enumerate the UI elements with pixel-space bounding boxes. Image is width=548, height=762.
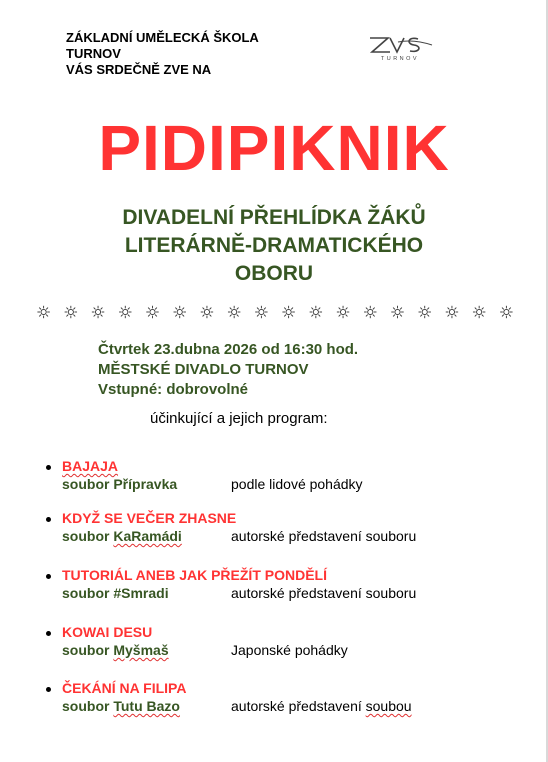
sun-star-icon xyxy=(37,306,49,318)
sun-star-icon xyxy=(201,306,213,318)
sun-star-icon xyxy=(446,306,458,318)
item-title: TUTORIÁL ANEB JAK PŘEŽÍT PONDĚLÍ xyxy=(62,567,327,583)
sun-star-icon xyxy=(119,306,131,318)
event-info xyxy=(98,340,358,400)
item-group xyxy=(62,642,169,658)
group-prefix: soubor xyxy=(62,585,114,601)
item-title: BAJAJA xyxy=(62,458,119,474)
item-description-text: autorské představení soubou xyxy=(231,698,412,714)
group-prefix: soubor xyxy=(62,528,114,544)
subtitle xyxy=(0,204,548,288)
bullet-icon xyxy=(46,687,51,692)
item-title: KOWAI DESU xyxy=(62,624,153,640)
program-item xyxy=(46,510,526,550)
invitation-line: VÁS SRDEČNĚ ZVE NA xyxy=(66,62,212,77)
zus-logo xyxy=(364,32,436,62)
subtitle-line2: LITERÁRNĚ-DRAMATICKÉHO xyxy=(124,234,424,257)
item-group xyxy=(62,476,177,492)
sun-star-icon xyxy=(146,306,158,318)
item-title: ČEKÁNÍ NA FILIPA xyxy=(62,680,187,696)
logo-caption: TURNOV xyxy=(380,56,420,62)
group-prefix: soubor xyxy=(62,476,114,492)
sun-star-icon xyxy=(228,306,240,318)
bullet-icon xyxy=(46,517,51,522)
sun-star-icon xyxy=(174,306,186,318)
group-name: Tutu Bazo xyxy=(113,698,180,714)
group-name: #Smradi xyxy=(113,585,169,601)
bullet-icon xyxy=(46,465,51,470)
item-description: Japonské pohádky xyxy=(231,642,348,658)
sun-star-icon xyxy=(419,306,431,318)
sun-star-icon xyxy=(500,306,512,318)
item-group xyxy=(62,528,182,544)
item-description: autorské představení souboru xyxy=(231,528,417,544)
sun-star-icon xyxy=(337,306,349,318)
sun-star-icon xyxy=(92,306,104,318)
bullet-icon xyxy=(46,574,51,579)
program-item xyxy=(46,680,526,720)
school-name-line2: TURNOV xyxy=(66,46,121,61)
misspelled-word: soubou xyxy=(365,698,412,714)
group-prefix: soubor xyxy=(62,698,114,714)
group-name: Myšmaš xyxy=(113,642,169,658)
group-name: Přípravka xyxy=(113,476,178,492)
sun-star-icon xyxy=(282,306,294,318)
group-name: KaRamádi xyxy=(113,528,182,544)
event-admission: Vstupné: dobrovolné xyxy=(98,381,248,398)
sun-star-icon xyxy=(255,306,267,318)
main-title: PIDIPIKNIK xyxy=(98,112,450,184)
group-prefix: soubor xyxy=(62,642,114,658)
star-divider xyxy=(30,302,520,322)
item-description xyxy=(231,698,412,714)
subtitle-line1: DIVADELNÍ PŘEHLÍDKA ŽÁKŮ xyxy=(122,206,426,229)
item-description: podle lidové pohádky xyxy=(231,476,363,492)
event-date: Čtvrtek 23.dubna 2026 od 16:30 hod. xyxy=(98,341,359,358)
item-title: KDYŽ SE VEČER ZHASNE xyxy=(62,510,237,526)
sun-star-icon xyxy=(473,306,485,318)
event-venue: MĚSTSKÉ DIVADLO TURNOV xyxy=(98,361,309,378)
item-group xyxy=(62,585,169,601)
program-heading: účinkující a jejich program: xyxy=(150,410,328,427)
program-item xyxy=(46,567,526,607)
item-group xyxy=(62,698,180,714)
subtitle-line3: OBORU xyxy=(234,262,314,285)
school-header xyxy=(66,30,259,78)
item-description: autorské představení souboru xyxy=(231,585,417,601)
sun-star-icon xyxy=(310,306,322,318)
sun-star-icon xyxy=(391,306,403,318)
bullet-icon xyxy=(46,631,51,636)
sun-star-icon xyxy=(364,306,376,318)
school-name-line1: ZÁKLADNÍ UMĚLECKÁ ŠKOLA xyxy=(66,30,259,45)
program-item xyxy=(46,458,526,498)
program-item xyxy=(46,624,526,664)
sun-star-icon xyxy=(65,306,77,318)
